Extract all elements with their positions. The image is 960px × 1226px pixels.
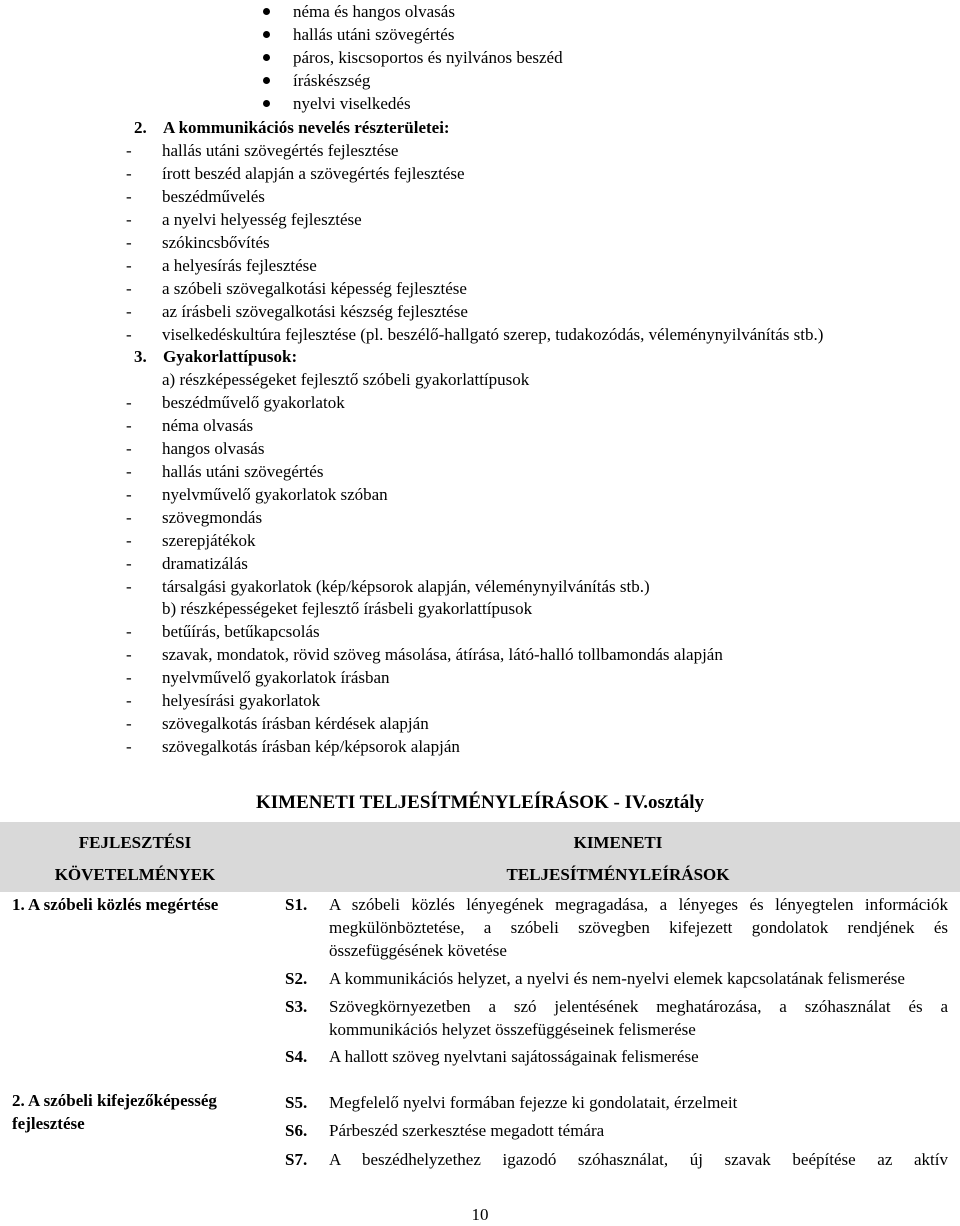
list-item: szavak, mondatok, rövid szöveg másolása, átírása, látó-halló tollbamondás alapján <box>162 645 723 664</box>
col2-header-line1: KIMENETI <box>573 833 663 852</box>
list-item: szerepjátékok <box>162 531 256 550</box>
bullet-icon <box>263 8 270 15</box>
dash: - <box>126 279 132 298</box>
dash: - <box>126 439 132 458</box>
outcome-code: S6. <box>285 1121 308 1140</box>
list-item: írott beszéd alapján a szövegértés fejlesztése <box>162 164 465 183</box>
dash: - <box>126 508 132 527</box>
dash: - <box>126 164 132 183</box>
list-item: hallás utáni szövegértés fejlesztése <box>162 141 399 160</box>
outcome-text: Párbeszéd szerkesztése megadott témára <box>329 1121 605 1140</box>
section-title: Gyakorlattípusok: <box>163 347 298 366</box>
list-item: szövegmondás <box>162 508 263 527</box>
dash: - <box>126 714 132 733</box>
dash: - <box>126 645 132 664</box>
section-number: 3. <box>134 347 147 366</box>
bullet-icon <box>263 54 270 61</box>
requirement-label: fejlesztése <box>12 1114 85 1133</box>
dash: - <box>126 141 132 160</box>
outcome-text: A kommunikációs helyzet, a nyelvi és nem-nyelvi elemek kapcsolatának felismerése <box>329 969 905 988</box>
list-item: beszédművelő gyakorlatok <box>162 393 345 412</box>
section-title: A kommunikációs nevelés részterületei: <box>163 118 450 137</box>
dash: - <box>126 416 132 435</box>
list-item: a helyesírás fejlesztése <box>162 256 317 275</box>
dash: - <box>126 393 132 412</box>
outcome-code: S1. <box>285 895 308 914</box>
section-number: 2. <box>134 118 147 137</box>
bullet-icon <box>263 77 270 84</box>
outcome-code: S7. <box>285 1150 308 1169</box>
list-item: hallás utáni szövegértés <box>162 462 324 481</box>
list-item: betűírás, betűkapcsolás <box>162 622 320 641</box>
dash: - <box>126 737 132 756</box>
list-item: beszédművelés <box>162 187 265 206</box>
dash: - <box>126 668 132 687</box>
list-item: viselkedéskultúra fejlesztése (pl. beszélő-hallgató szerep, tudakozódás, véleménynyilvánítás stb.) <box>162 325 824 344</box>
dash: - <box>126 554 132 573</box>
list-item: társalgási gyakorlatok (kép/képsorok alapján, véleménynyilvánítás stb.) <box>162 577 650 596</box>
requirement-label: 1. A szóbeli közlés megértése <box>12 895 219 914</box>
list-item: az írásbeli szövegalkotási készség fejlesztése <box>162 302 468 321</box>
dash: - <box>126 325 132 344</box>
outcome-code: S2. <box>285 969 308 988</box>
list-item: szövegalkotás írásban kép/képsorok alapján <box>162 737 460 756</box>
outcome-text: Szövegkörnyezetben a szó jelentésének meghatározása, a szóhasználat és a kommunikációs helyzet összefüggéseinek felismerése <box>329 997 948 1039</box>
list-item: nyelvművelő gyakorlatok írásban <box>162 668 390 687</box>
page-number: 10 <box>471 1205 489 1224</box>
dash: - <box>126 256 132 275</box>
outcome-text: A beszédhelyzethez igazodó szóhasználat, új szavak beépítése az aktív <box>329 1150 948 1169</box>
list-item: a nyelvi helyesség fejlesztése <box>162 210 362 229</box>
col2-header-line2: TELJESÍTMÉNYLEÍRÁSOK <box>506 865 730 884</box>
dash: - <box>126 210 132 229</box>
dash: - <box>126 577 132 596</box>
dash: - <box>126 187 132 206</box>
subsection-b-title: b) részképességeket fejlesztő írásbeli gyakorlattípusok <box>162 599 533 618</box>
list-item: szövegalkotás írásban kérdések alapján <box>162 714 429 733</box>
dash: - <box>126 462 132 481</box>
outcomes-title: KIMENETI TELJESÍTMÉNYLEÍRÁSOK - IV.osztály <box>255 792 704 813</box>
table-header <box>0 822 960 892</box>
outcome-code: S5. <box>285 1093 308 1112</box>
bullet-icon <box>263 100 270 107</box>
list-item: néma olvasás <box>162 416 254 435</box>
list-item: szókincsbővítés <box>162 233 270 252</box>
dash: - <box>126 302 132 321</box>
subsection-a-title: a) részképességeket fejlesztő szóbeli gyakorlattípusok <box>162 370 530 389</box>
dash: - <box>126 691 132 710</box>
outcome-text: Megfelelő nyelvi formában fejezze ki gondolatait, érzelmeit <box>329 1093 738 1112</box>
outcome-text: A szóbeli közlés lényegének megragadása, a lényeges és lényegtelen információk megkülönböztetése, a szóbeli szövegben kifejezett gondolatok rendjének és összefüggésének követése <box>329 895 948 960</box>
requirement-label: 2. A szóbeli kifejezőképesség <box>12 1091 217 1110</box>
bullet-icon <box>263 31 270 38</box>
list-item: nyelvművelő gyakorlatok szóban <box>162 485 388 504</box>
list-item: hangos olvasás <box>162 439 265 458</box>
list-item: a szóbeli szövegalkotási képesség fejlesztése <box>162 279 467 298</box>
dash: - <box>126 485 132 504</box>
outcome-code: S3. <box>285 997 308 1016</box>
dash: - <box>126 233 132 252</box>
col1-header-line2: KÖVETELMÉNYEK <box>54 865 216 884</box>
list-item: dramatizálás <box>162 554 248 573</box>
outcome-text: A hallott szöveg nyelvtani sajátosságainak felismerése <box>329 1047 699 1066</box>
outcome-code: S4. <box>285 1047 308 1066</box>
dash: - <box>126 531 132 550</box>
dash: - <box>126 622 132 641</box>
col1-header-line1: FEJLESZTÉSI <box>78 833 192 852</box>
list-item: helyesírási gyakorlatok <box>162 691 321 710</box>
